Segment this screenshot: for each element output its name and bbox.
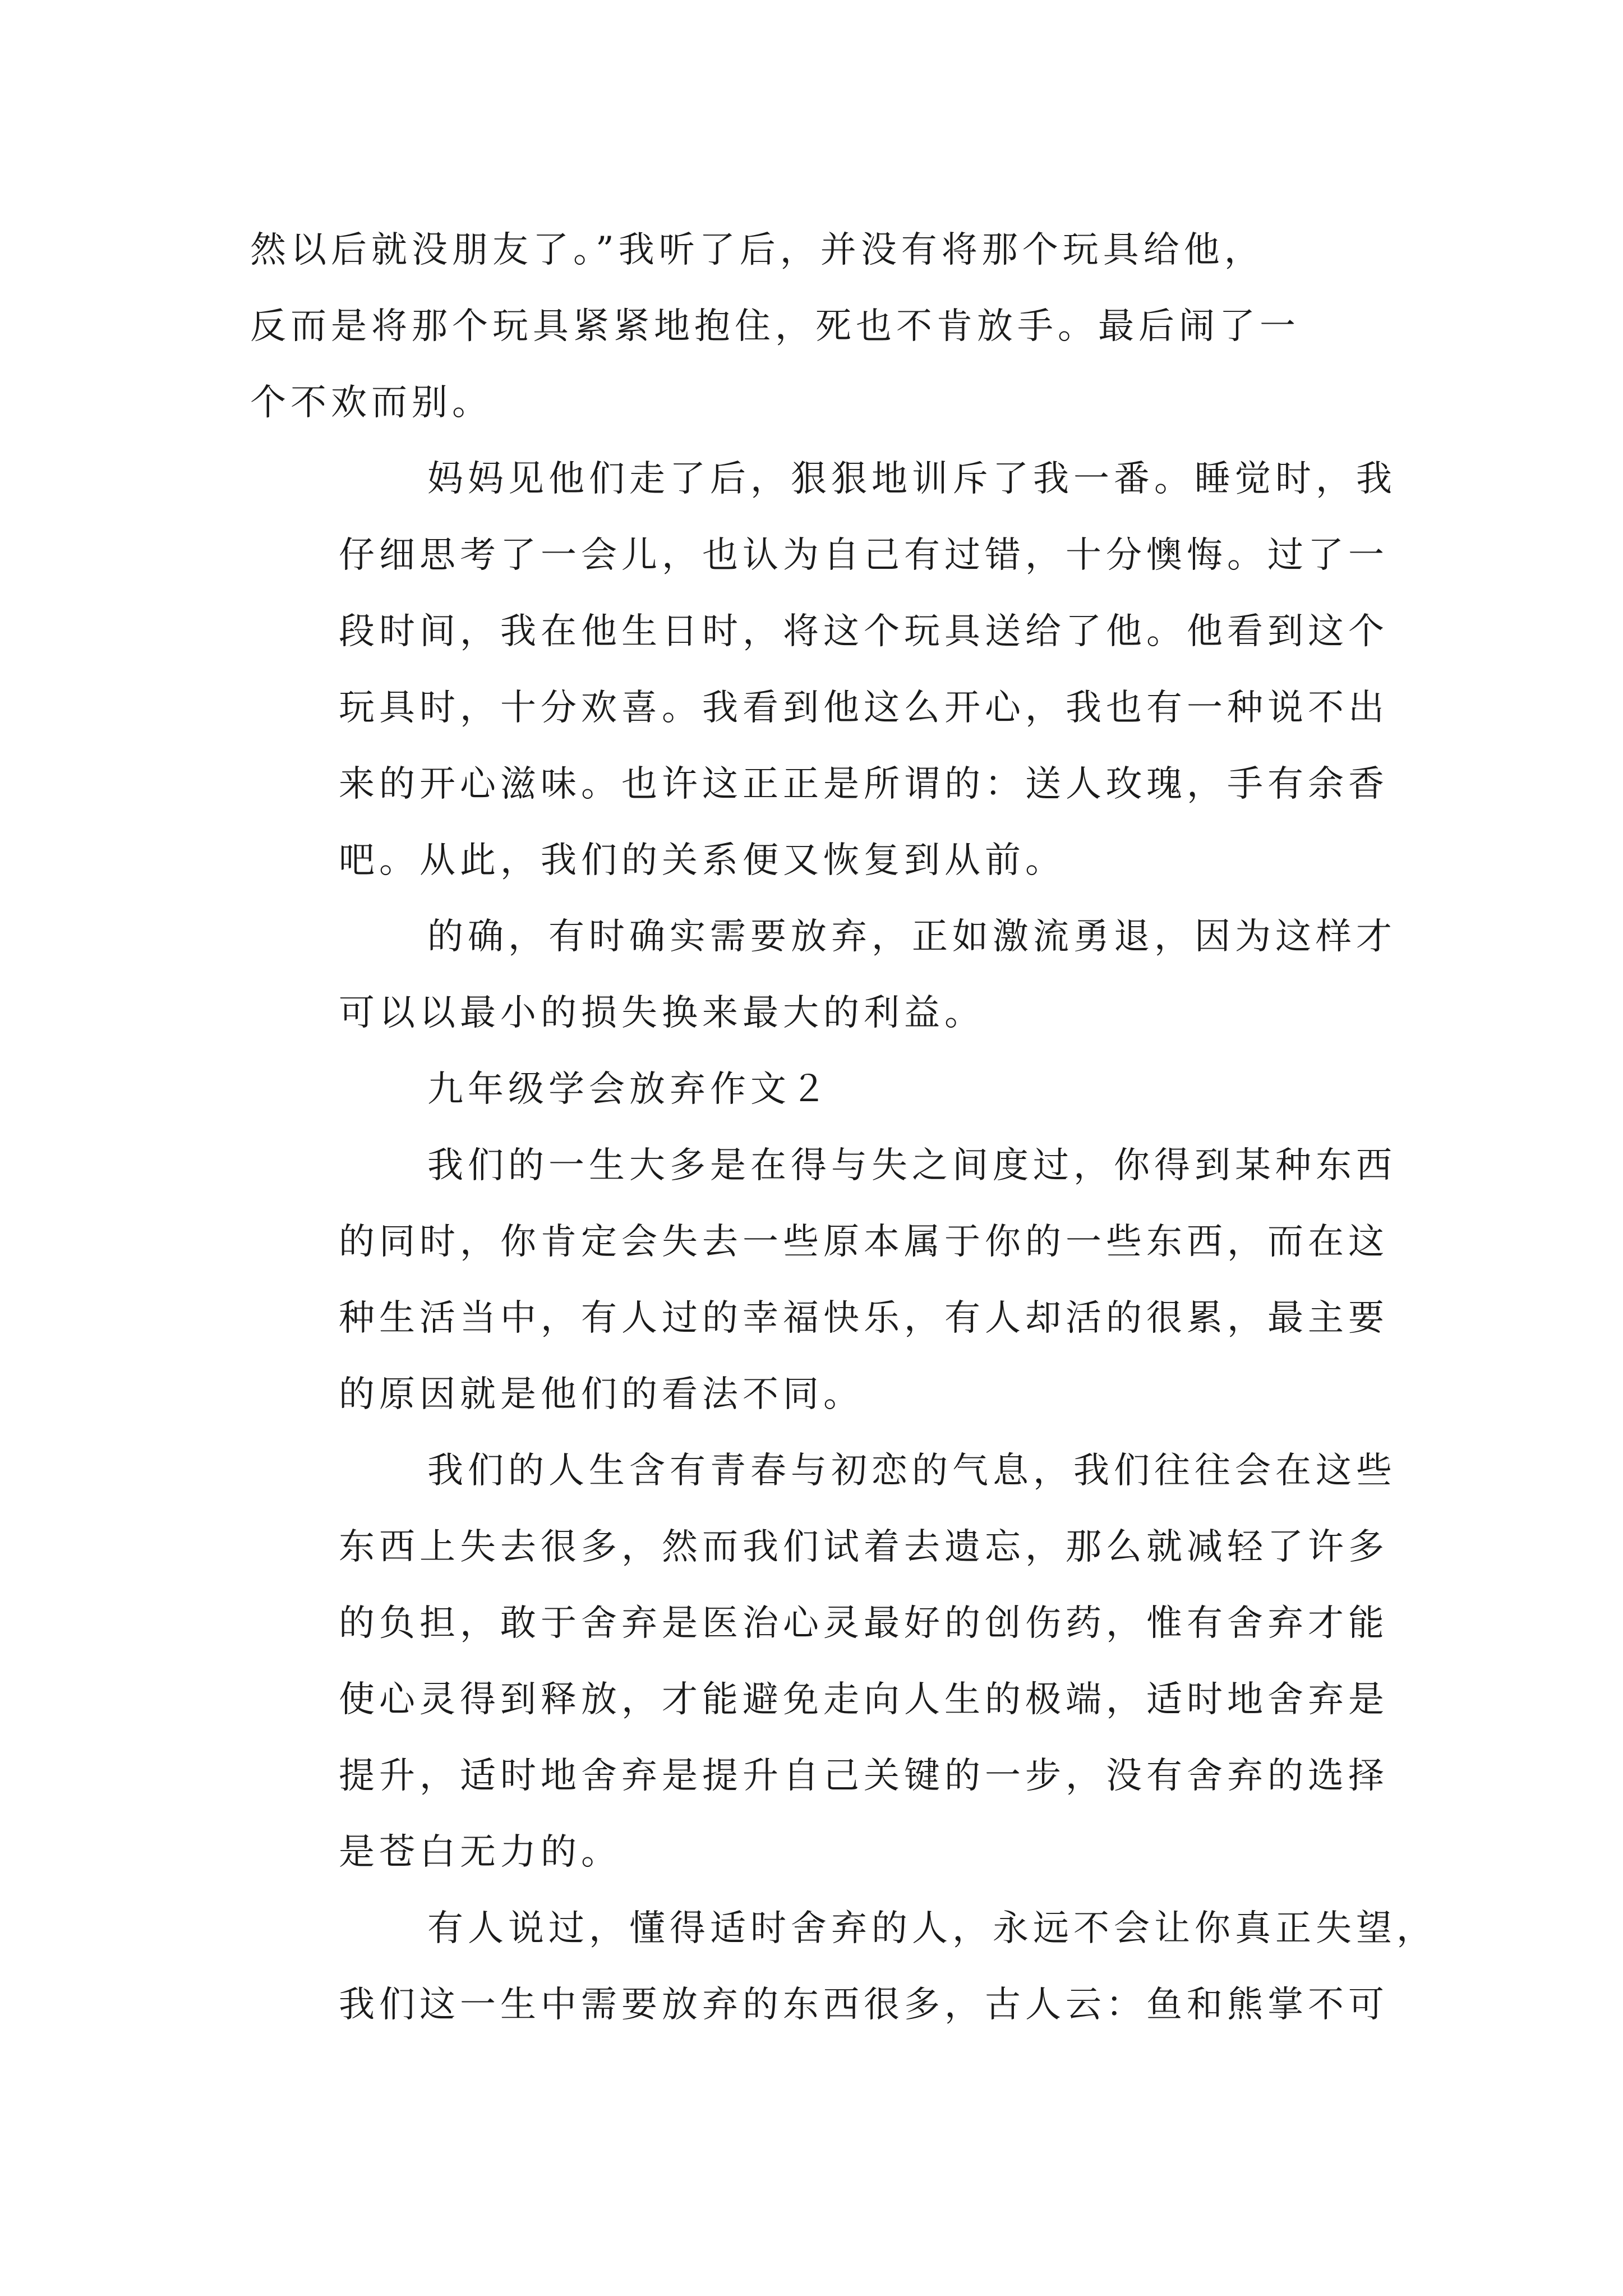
text-line: 个不欢而别。 xyxy=(250,382,492,424)
text-line: 的原因就是他们的看法不同。 xyxy=(339,1374,864,1415)
document-body xyxy=(250,212,1437,2043)
text-line: 我们这一生中需要放弃的东西很多，古人云：鱼和熊掌不可 xyxy=(339,1984,1389,2026)
text-line: 种生活当中，有人过的幸福快乐，有人却活的很累，最主要 xyxy=(339,1297,1389,1339)
text-line: 东西上失去很多，然而我们试着去遗忘，那么就减轻了许多 xyxy=(339,1526,1389,1568)
text-line: 反而是将那个玩具紧紧地抱住，死也不肯放手。最后闹了一 xyxy=(250,306,1300,347)
text-line: 有人说过，懂得适时舍弃的人，永远不会让你真正失望， xyxy=(427,1908,1437,1949)
text-line: 然以后就没朋友了。”我听了后，并没有将那个玩具给他， xyxy=(250,229,1265,271)
text-line: 的负担，敢于舍弃是医治心灵最好的创伤药，惟有舍弃才能 xyxy=(339,1603,1389,1644)
text-line: 我们的人生含有青春与初恋的气息，我们往往会在这些 xyxy=(427,1450,1396,1492)
heading-text: 九年级学会放弃作文２ xyxy=(427,1069,831,1110)
text-line: 段时间，我在他生日时，将这个玩具送给了他。他看到这个 xyxy=(339,611,1389,652)
text-line: 吧。从此，我们的关系便又恢复到从前。 xyxy=(339,840,1066,881)
paragraph xyxy=(250,1128,1396,1433)
text-line: 使心灵得到释放，才能避免走向人生的极端，适时地舍弃是 xyxy=(339,1679,1389,1720)
paragraph xyxy=(250,899,1396,1051)
text-line: 提升，适时地舍弃是提升自己关键的一步，没有舍弃的选择 xyxy=(339,1755,1389,1797)
text-line: 的同时，你肯定会失去一些原本属于你的一些东西，而在这 xyxy=(339,1221,1389,1263)
text-line: 的确，有时确实需要放弃，正如激流勇退，因为这样才 xyxy=(427,916,1396,958)
section-heading xyxy=(250,1051,1389,1128)
text-line: 可以以最小的损失换来最大的利益。 xyxy=(339,992,985,1034)
paragraph-continued xyxy=(250,212,1389,441)
text-line: 来的开心滋味。也许这正正是所谓的：送人玫瑰，手有余香 xyxy=(339,763,1389,805)
text-line: 仔细思考了一会儿，也认为自己有过错，十分懊悔。过了一 xyxy=(339,535,1389,576)
text-line: 是苍白无力的。 xyxy=(339,1832,621,1873)
text-line: 玩具时，十分欢喜。我看到他这么开心，我也有一种说不出 xyxy=(339,687,1389,729)
paragraph xyxy=(250,441,1396,899)
paragraph xyxy=(250,1433,1396,1890)
text-line: 我们的一生大多是在得与失之间度过，你得到某种东西 xyxy=(427,1145,1396,1186)
text-line: 妈妈见他们走了后，狠狠地训斥了我一番。睡觉时，我 xyxy=(427,458,1396,500)
paragraph xyxy=(250,1890,1437,2043)
